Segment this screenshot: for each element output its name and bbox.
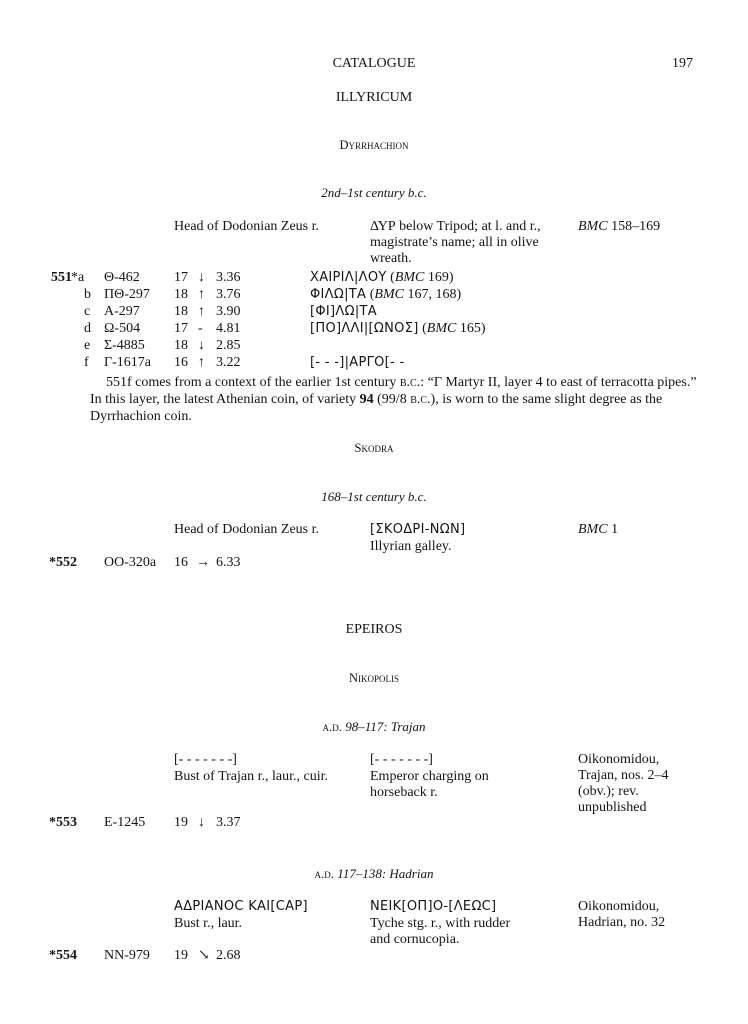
reverse-description: Tyche stg. r., with rudder and cornucopia. (370, 916, 511, 947)
obverse-legend: [- - - - - - -] (174, 752, 237, 767)
legend-text: [ΠΟ]ΛΛΙ|[ΩΝΟΣ] (310, 321, 419, 336)
date-heading-trajan: a.d. 98–117: Trajan (322, 719, 426, 734)
diameter: 16 (174, 555, 188, 570)
reference: BMC 158–169 (578, 219, 661, 234)
die-axis-arrow: ↓ (198, 270, 205, 285)
region-heading-epeiros: EPEIROS (345, 622, 403, 637)
diameter: 17 (174, 321, 188, 336)
weight: 2.85 (216, 338, 241, 353)
diameter: 19 (174, 815, 188, 830)
legend-cell (310, 355, 404, 371)
running-title: CATALOGUE (332, 56, 416, 71)
legend-cell (310, 321, 486, 337)
paren: ( (366, 287, 375, 302)
reference: Oikonomidou, Hadrian, no. 32 (578, 899, 666, 930)
inventory-number: ΠΘ-297 (104, 287, 150, 302)
weight: 3.36 (216, 270, 241, 285)
weight: 2.68 (216, 948, 241, 963)
paren: ) (448, 270, 454, 285)
reference: Oikonomidou, Trajan, nos. 2–4 (obv.); rev. unpublished (578, 752, 669, 815)
inventory-number: ΝΝ-979 (104, 948, 150, 963)
die-axis-arrow: ↑ (198, 355, 205, 370)
date-heading-dyrrhachion: 2nd–1st century b.c. (321, 185, 427, 200)
weight: 3.90 (216, 304, 241, 319)
reverse-legend: [ΣΚΟΔΡΙ-ΝΩΝ] (370, 522, 466, 537)
reference: BMC 1 (578, 522, 619, 537)
weight: 3.76 (216, 287, 241, 302)
obverse-description: Head of Dodonian Zeus r. (174, 522, 320, 537)
paren: ( (386, 270, 395, 285)
paren: ) (456, 287, 462, 302)
inventory-number: Γ-1617a (104, 355, 151, 370)
legend-text: [ΦΙ]ΛΩ|ΤΑ (310, 304, 377, 319)
weight: 6.33 (216, 555, 241, 570)
page-number: 197 (672, 56, 693, 71)
reference-abbrev: BMC (374, 287, 404, 302)
catalogue-number: *554 (49, 948, 77, 963)
reverse-legend: [- - - - - - -] (370, 752, 433, 767)
context-note: 551f comes from a context of the earlier 1st century b.c.: “Γ Martyr II, layer 4 to east of terracotta pipes.” In this layer, the latest Athenian coin, of variety 94 (99/8 b.c.), is worn to the same slight degree as the Dyrrhachion coin. (90, 375, 697, 424)
obverse-description: Head of Dodonian Zeus r. (174, 219, 320, 234)
reverse-description: Emperor charging on horseback r. (370, 769, 489, 800)
die-axis-arrow: ↑ (198, 304, 205, 319)
date-heading-hadrian: a.d. 117–138: Hadrian (314, 866, 434, 881)
die-axis-arrow: ↘ (198, 948, 210, 963)
reference-number: 169 (424, 270, 449, 285)
legend-text: [- - -]|ΑΡΓΟ[- - (310, 355, 405, 370)
die-axis-arrow: ↑ (198, 287, 205, 302)
region-heading-illyricum: ILLYRICUM (335, 90, 413, 105)
diameter: 18 (174, 338, 188, 353)
entry-letter: d (84, 321, 91, 336)
legend-cell (310, 304, 377, 320)
diameter: 18 (174, 304, 188, 319)
catalogue-number: *553 (49, 815, 77, 830)
reference-abbrev: BMC (394, 270, 425, 285)
mint-heading-nikopolis: Nikopolis (348, 671, 400, 685)
catalogue-number: *552 (49, 555, 77, 570)
obverse-legend: ΑΔΡΙΑΝΟϹ ΚΑΙ[ϹΑΡ] (174, 899, 308, 914)
inventory-number: Ε-1245 (104, 815, 146, 830)
die-axis-arrow: - (198, 321, 203, 336)
diameter: 17 (174, 270, 188, 285)
die-axis-arrow: ↓ (198, 815, 205, 830)
legend-cell (310, 270, 454, 286)
entry-letter: e (84, 338, 91, 353)
inventory-number: Σ-4885 (104, 338, 145, 353)
obverse-description: Bust r., laur. (174, 916, 243, 931)
paren: ( (418, 321, 427, 336)
reverse-description: ΔΥΡ below Tripod; at l. and r., magistrate’s name; all in olive wreath. (370, 219, 541, 266)
inventory-number: Ω-504 (104, 321, 141, 336)
weight: 4.81 (216, 321, 241, 336)
paren: ) (480, 321, 486, 336)
entry-letter: f (84, 355, 89, 370)
diameter: 16 (174, 355, 188, 370)
weight: 3.22 (216, 355, 241, 370)
legend-text: ΧΑΙΡΙΛ|ΛΟΥ (310, 270, 387, 285)
entry-letter: c (84, 304, 91, 319)
obverse-description: Bust of Trajan r., laur., cuir. (174, 769, 328, 784)
legend-text: ΦΙΛΩ|ΤΑ (310, 287, 367, 302)
weight: 3.37 (216, 815, 241, 830)
reference-number: 167, 168 (403, 287, 457, 302)
inventory-number: ΟΟ-320a (104, 555, 157, 570)
inventory-number: Θ-462 (104, 270, 140, 285)
diameter: 19 (174, 948, 188, 963)
diameter: 18 (174, 287, 188, 302)
die-axis-arrow: ↓ (198, 338, 205, 353)
reverse-legend: ΝΕΙΚ[ΟΠ]Ο-[ΛΕΩϹ] (370, 899, 497, 914)
reverse-description: Illyrian galley. (370, 539, 452, 554)
reference-abbrev: BMC (426, 321, 457, 336)
entry-letter: b (84, 287, 91, 302)
die-axis-arrow: → (196, 555, 210, 570)
date-heading-skodra: 168–1st century b.c. (321, 489, 427, 504)
inventory-number: Α-297 (104, 304, 140, 319)
entry-letter: *a (71, 270, 85, 285)
mint-heading-skodra: Skodra (354, 441, 394, 455)
catalogue-number: 551 (51, 270, 72, 285)
reference-number: 165 (456, 321, 481, 336)
mint-heading-dyrrhachion: Dyrrhachion (339, 138, 409, 152)
legend-cell (310, 287, 461, 303)
